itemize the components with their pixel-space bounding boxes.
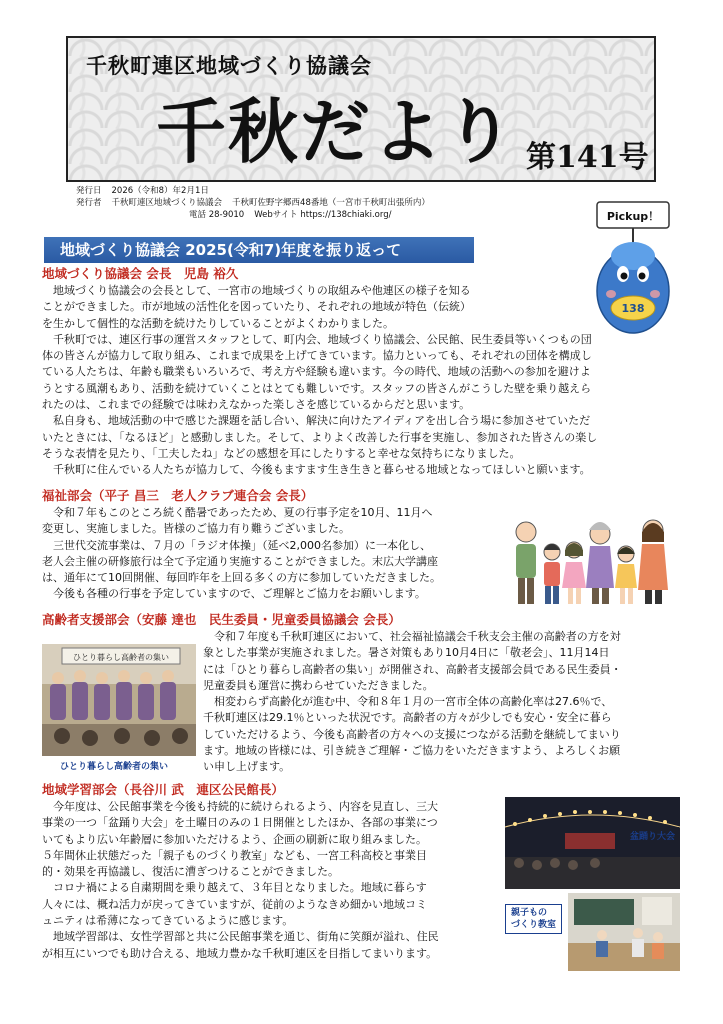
caption-craft-class: 親子もの づくり教室: [505, 904, 562, 934]
photo-craft-class: [568, 893, 680, 971]
photo-bon-dance: [505, 797, 680, 889]
phone: 電話 28-9010: [189, 210, 245, 220]
photo-banner-text: ひとり暮らし高齢者の集い: [73, 653, 169, 662]
girl-figure-2: [615, 546, 637, 604]
boy-figure: [544, 544, 560, 604]
publisher-label: 発行者: [76, 198, 102, 208]
section-body-president: 地域づくり協議会の会長として、一宮市の地域づくりの取組みや他連区の様子を知る ことができました。市が地域の活性化を図っていたり、それぞれの地域が特色（伝統） を生かして個性的な活動を続けたりしていることがよくわかりました。 千秋町では、連区行事の運営スタッフとして、町内会、地域づくり協議会、公民館、民生委員等いくつもの団 体の皆さんが協力して取り組み、これまで成果を上げてきています。協力といっても、それぞれの団体を構成し ている人たちは、年齢も職業もいろいろで、考え方や経験も違います。今の時代、地域の活動への参加を避けよ うとする風潮もあり、活動を続けていくことはとても難しいです。スタッフの皆さんがこうした壁を乗り越えら れたのは、これまでの経験では味わえなかった楽しさを感じているからだと思います。 私自身も、地域活動の中で感じた課題を話し合い、解決に向けたアイディアを出し合う場に参加させていただ いたときには、「なるほど」と感動しました。そして、よりよく改善した行事を実施し、参加された皆さんの楽し そうな表情を見たり、「工夫したね」などの感想を耳にしたりすると幸せな気持ちになりました。 千秋町に住んでいる人たちが協力して、今後もますます生き生きと暮らせる地域となってほしいと願います。: [42, 283, 682, 479]
pickup-sign-text: Pickup！: [606, 210, 660, 223]
publish-date: 2026（令和8）年2月1日: [111, 186, 209, 196]
section-heading-community-learning: 地域学習部会（長谷川 武 連区公民館長）: [42, 782, 284, 797]
section-heading-elderly-support: 高齢者支援部会（安藤 達也 民生委員・児童委員協議会 会長）: [42, 612, 401, 627]
caption-elderly-gathering: ひとり暮らし高齢者の集い: [60, 762, 169, 772]
newsletter-title: 千秋だより: [156, 91, 516, 173]
mascot-badge: 138: [621, 302, 645, 315]
section-body-community-learning: 今年度は、公民館事業を今後も持続的に続けられるよう、内容を見直し、三大 事業の一つ「盆踊り大会」を土曜日のみの１日開催としたほか、各部の事業につ いてもより広い年齢層に参加いただけるよう、企画の刷新に取り組みました。 ５年間休止状態だった「親子ものづくり教室」なども、一宮工科高校と事業目 的・効果を再協議し、復活に漕ぎつけることができました。 コロナ禍による自粛期間を乗り越えて、３年目となりました。地域に暮らす 人々には、概ね活力が戻ってきていますが、従前のようなきめ細かい地域コミ ュニティは希薄になってきているように感じます。 地域学習部は、女性学習部と共に公民館事業を通じ、街角に笑顔が溢れ、住民 が相互にいつでも助け合える、地域力豊かな千秋町連区を目指してまいります。: [42, 800, 439, 960]
photo-elderly-gathering: [42, 644, 196, 756]
section-body-welfare: 令和７年もこのところ続く酷暑であったため、夏の行事予定を10月、11月へ 変更し、実施しました。皆様のご協力有り難うございました。 三世代交流事業は、７月の「ラジオ体操」（延べ2,000名参加）に一本化し、 老人会主催の研修旅行は全て予定通り実施することができました。末広大学講座 は、通年にて10回開催、毎回昨年を上回る多くの方に参加していただきました。 今後も各種の行事を予定していますので、ご理解とご協力をお願いします。: [42, 506, 441, 601]
family-illustration: [508, 508, 670, 608]
section-heading-welfare: 福祉部会（平子 昌三 老人クラブ連合会 会長）: [42, 488, 314, 503]
grandmother-figure: [586, 522, 614, 604]
issue-number: 第141号: [526, 140, 649, 175]
girl-figure: [562, 542, 586, 604]
section-body-elderly-support: 令和７年度も千秋町連区において、社会福祉協議会千秋支会主催の高齢者の方を対 象とした事業が実施されました。暑さ対策もあり10月4日に「敬老会」、11月14日 には「ひとり暮らし高齢者の集い」が開催され、高齢者支援部会員である民生委員・ 児童委員も運営に携わらせていただきました。 相変わらず高齢化が進む中、令和８年１月の一宮市全体の高齢化率は27.6％で、 千秋町連区は29.1％といった状況です。高齢者の方々が少しでも安心・安全に暮ら していただけるよう、今後も高齢者の方々への支援につながる活動を継続してまいり ます。地域の皆様には、引き続きご理解・ご協力をいただきますよう、よろしくお願 い申し上げます。: [203, 630, 622, 774]
org-name: 千秋町連区地域づくり協議会: [86, 53, 372, 78]
publisher: 千秋町連区地域づくり協議会: [111, 198, 223, 208]
grandfather-figure: [516, 522, 536, 604]
section-banner: 地域づくり協議会 2025(令和7)年度を振り返って: [44, 237, 474, 263]
caption-bon-dance: 盆踊り大会: [630, 832, 676, 842]
mother-figure: [638, 520, 668, 604]
date-label: 発行日: [76, 186, 102, 196]
paragraph: 地域づくり協議会の会長として、一宮市の地域づくりの取組みや他連区の様子を知る: [53, 284, 471, 297]
section-heading-president: 地域づくり協議会 会長 児島 裕久: [42, 266, 239, 281]
website[interactable]: Webサイト https://138chiaki.org/: [254, 210, 392, 220]
masthead: [66, 36, 656, 182]
publication-info: [76, 185, 516, 221]
address: 千秋町佐野字郷西48番地（一宮市千秋町出張所内）: [232, 198, 430, 208]
